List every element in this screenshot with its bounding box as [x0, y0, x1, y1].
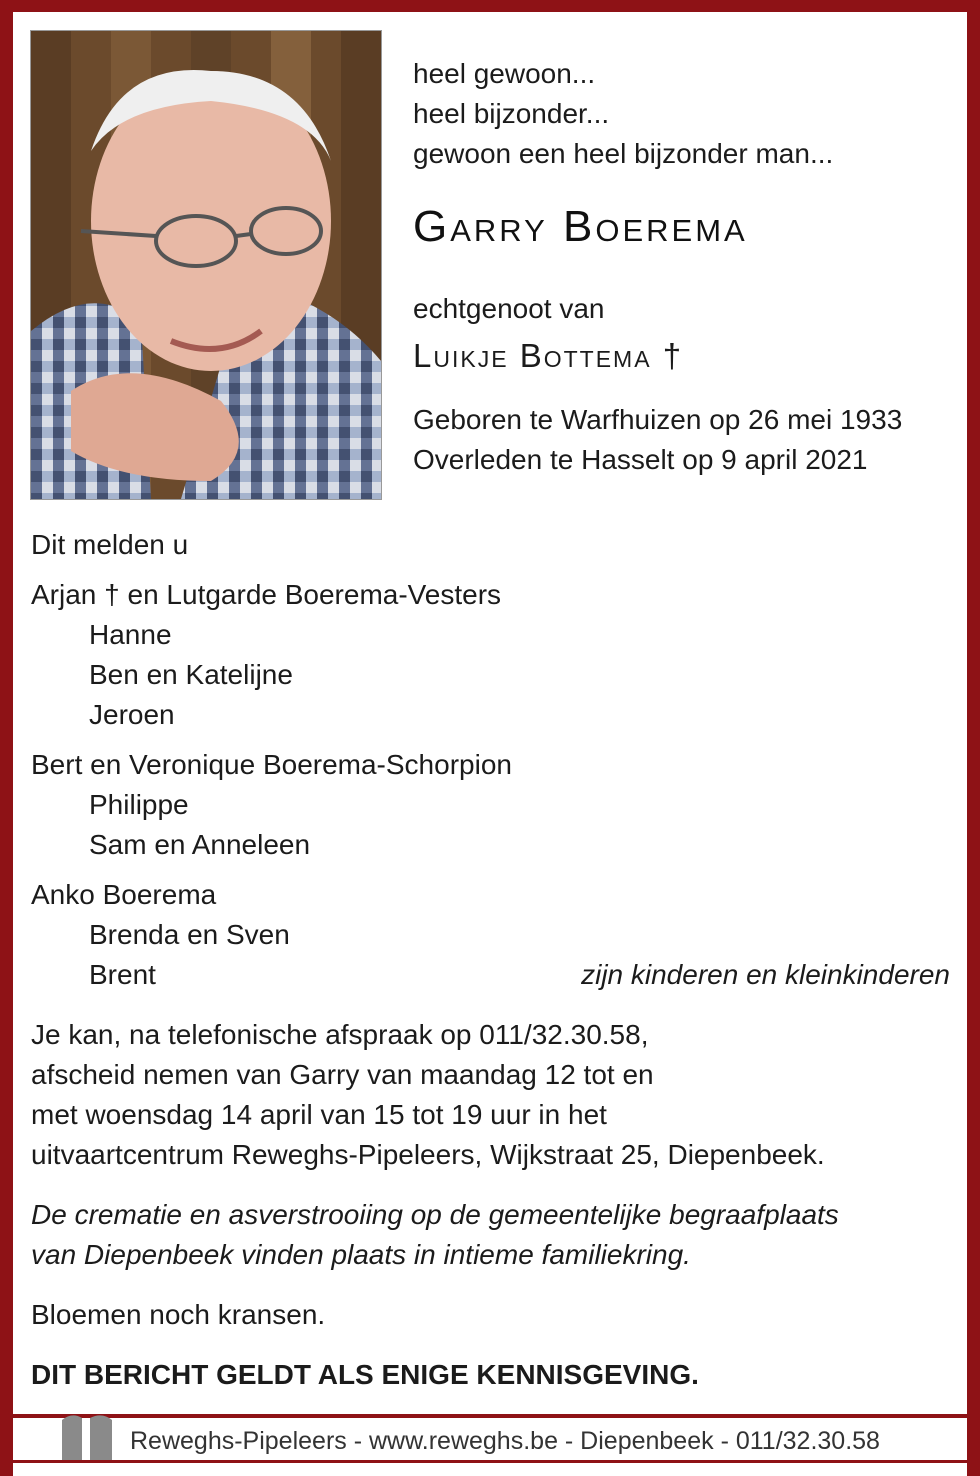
family-1-child: Hanne	[89, 619, 172, 650]
intro-line-3: gewoon een heel bijzonder man...	[413, 138, 834, 169]
death-line: Overleden te Hasselt op 9 april 2021	[413, 444, 868, 475]
announce-line: Dit melden u	[31, 529, 189, 560]
spouse-label: echtgenoot van	[413, 293, 605, 324]
family-2-parents: Bert en Veronique Boerema-Schorpion	[31, 749, 512, 780]
visit-line-1: Je kan, na telefonische afspraak op 011/32.30.58,	[31, 1019, 649, 1050]
intro-line-2: heel bijzonder...	[413, 98, 610, 129]
footer-divider	[13, 1414, 967, 1418]
official-notice: DIT BERICHT GELDT ALS ENIGE KENNISGEVING.	[31, 1359, 699, 1390]
family-3-parents: Anko Boerema	[31, 879, 217, 910]
intro-line-1: heel gewoon...	[413, 58, 596, 89]
spouse-name: Luikje Bottema †	[413, 337, 684, 374]
cremation-line-2: van Diepenbeek vinden plaats in intieme familiekring.	[31, 1239, 691, 1270]
family-2-child: Philippe	[89, 789, 189, 820]
funeral-home-logo	[60, 1410, 116, 1462]
cremation-line-1: De crematie en asverstrooiing op de gemeentelijke begraafplaats	[31, 1199, 839, 1230]
footer-contact: Reweghs-Pipeleers - www.reweghs.be - Diepenbeek - 011/32.30.58	[130, 1427, 880, 1455]
flowers-note: Bloemen noch kransen.	[31, 1299, 326, 1330]
visit-line-3: met woensdag 14 april van 15 tot 19 uur in het	[31, 1099, 607, 1130]
deceased-name: Garry Boerema	[413, 202, 748, 251]
family-2-child: Sam en Anneleen	[89, 829, 311, 860]
family-caption: zijn kinderen en kleinkinderen	[581, 959, 950, 990]
family-3-child: Brenda en Sven	[89, 919, 290, 950]
birth-line: Geboren te Warfhuizen op 26 mei 1933	[413, 404, 903, 435]
visit-line-2: afscheid nemen van Garry van maandag 12 tot en	[31, 1059, 654, 1090]
family-1-child: Jeroen	[89, 699, 175, 730]
family-1-child: Ben en Katelijne	[89, 659, 293, 690]
family-3-child: Brent	[89, 959, 156, 990]
portrait-photo	[30, 30, 382, 500]
family-1-parents: Arjan † en Lutgarde Boerema-Vesters	[31, 579, 502, 610]
footer-bottom-rule	[13, 1460, 967, 1463]
visit-line-4: uitvaartcentrum Reweghs-Pipeleers, Wijkstraat 25, Diepenbeek.	[31, 1139, 825, 1170]
